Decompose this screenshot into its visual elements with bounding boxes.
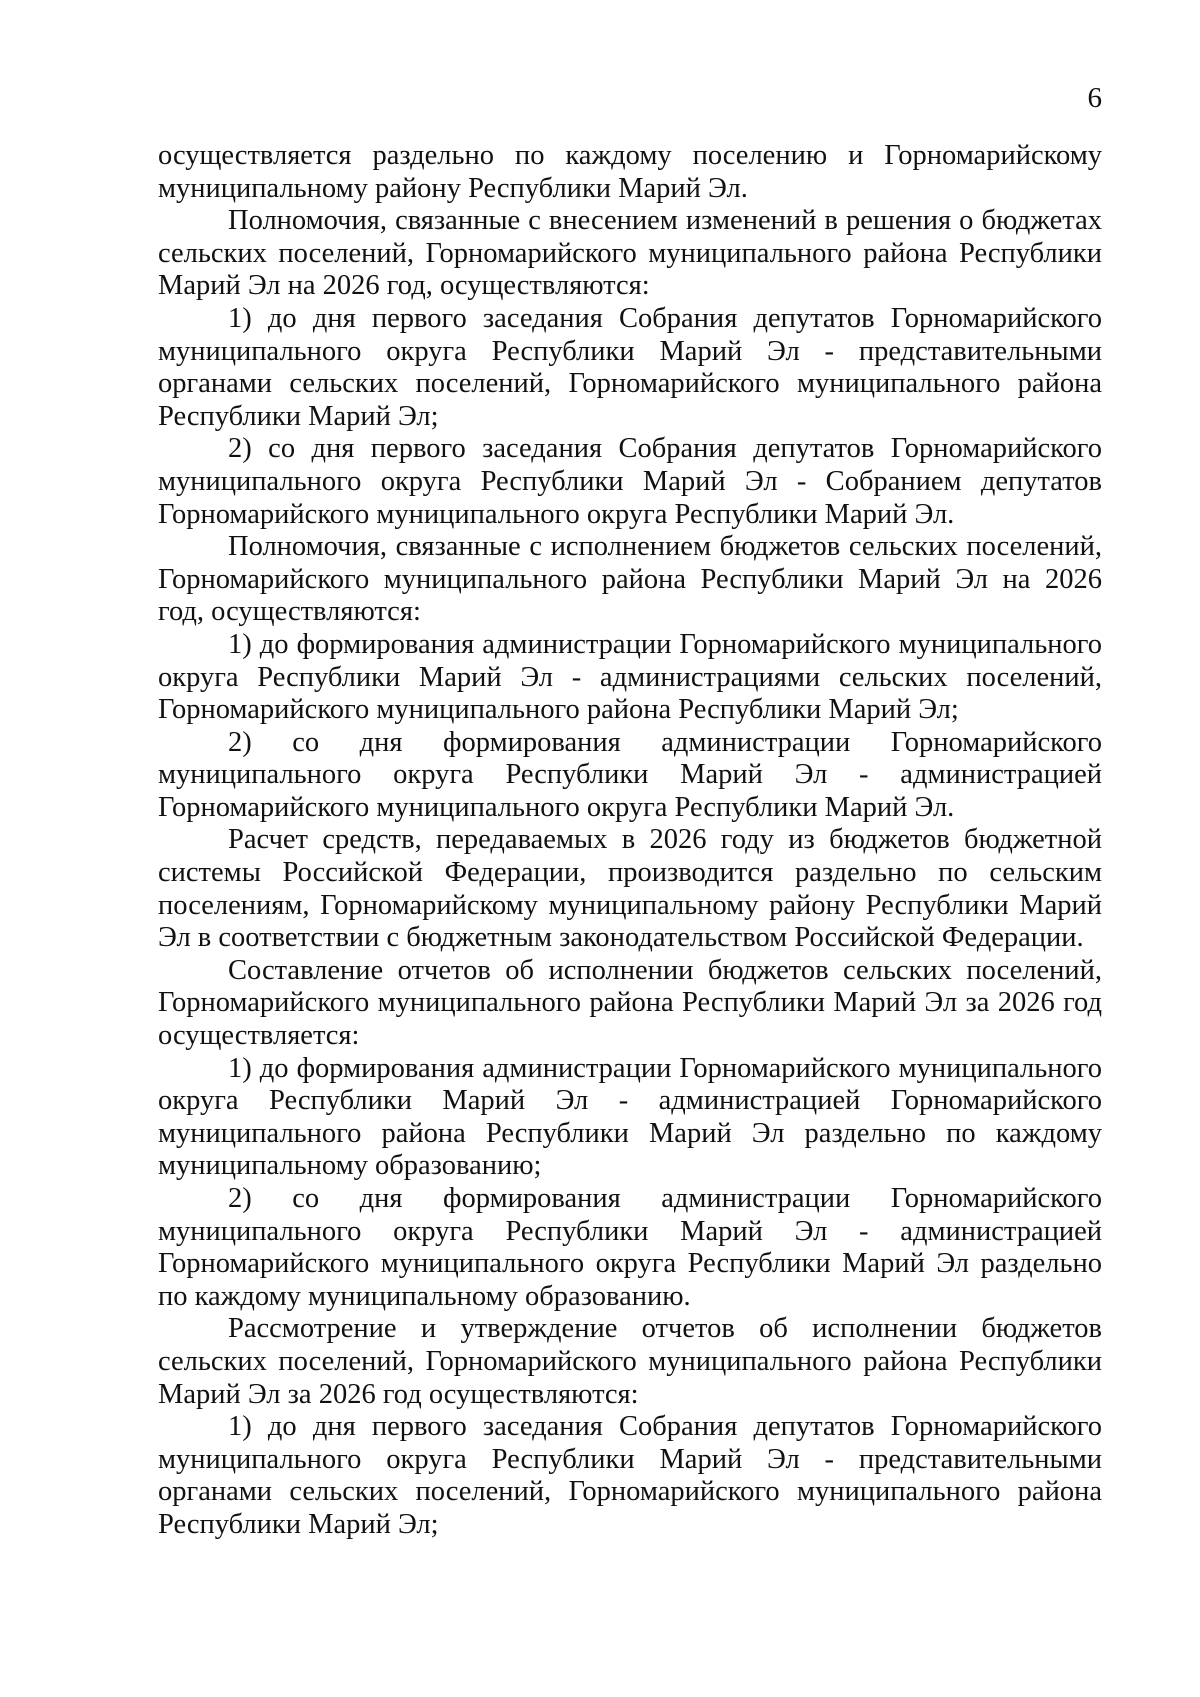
- paragraph-continuation: осуществляется раздельно по каждому поселению и Горномарийскому муниципальному району Республики Марий Эл.: [158, 140, 1102, 204]
- paragraph-budget-execution-powers: Полномочия, связанные с исполнением бюджетов сельских поселений, Горномарийского муниципального района Республики Марий Эл на 2026 год, осуществляются:: [158, 531, 1102, 628]
- list-item-reporting-1: 1) до формирования администрации Горномарийского муниципального округа Республики Марий Эл - администрацией Горномарийского муниципального района Республики Марий Эл раздельно по каждому муниципальному образованию;: [158, 1052, 1102, 1182]
- paragraph-budget-amendment-powers: Полномочия, связанные с внесением изменений в решения о бюджетах сельских поселений, Горномарийского муниципального района Республики Марий Эл на 2026 год, осуществляются:: [158, 205, 1102, 302]
- paragraph-reporting: Составление отчетов об исполнении бюджетов сельских поселений, Горномарийского муниципального района Республики Марий Эл за 2026 год осуществляется:: [158, 954, 1102, 1052]
- paragraph-funds-calculation: Расчет средств, передаваемых в 2026 году из бюджетов бюджетной системы Российской Федерации, производится раздельно по сельским поселениям, Горномарийскому муниципальному району Республики Марий Эл в соответствии с бюджетным законодательством Российской Федерации.: [158, 824, 1102, 954]
- page-number: 6: [1087, 82, 1102, 114]
- list-item-amendment-2: 2) со дня первого заседания Собрания депутатов Горномарийского муниципального округа Республики Марий Эл - Собранием депутатов Горномарийского муниципального округа Республики Марий Эл.: [158, 433, 1102, 530]
- list-item-reporting-2: 2) со дня формирования администрации Горномарийского муниципального округа Республики Марий Эл - администрацией Горномарийского муниципального округа Республики Марий Эл раздельно по каждому муниципальному образованию.: [158, 1183, 1102, 1312]
- document-body: [158, 140, 1102, 1542]
- list-item-execution-2: 2) со дня формирования администрации Горномарийского муниципального округа Республики Марий Эл - администрацией Горномарийского муниципального округа Республики Марий Эл.: [158, 726, 1102, 823]
- list-item-approval-1: 1) до дня первого заседания Собрания депутатов Горномарийского муниципального округа Республики Марий Эл - представительными органами сельских поселений, Горномарийского муниципального района Республики Марий Эл;: [158, 1411, 1102, 1540]
- paragraph-report-approval: Рассмотрение и утверждение отчетов об исполнении бюджетов сельских поселений, Горномарийского муниципального района Республики Марий Эл за 2026 год осуществляются:: [158, 1313, 1102, 1410]
- list-item-execution-1: 1) до формирования администрации Горномарийского муниципального округа Республики Марий Эл - администрациями сельских поселений, Горномарийского муниципального района Республики Марий Эл;: [158, 628, 1102, 726]
- list-item-amendment-1: 1) до дня первого заседания Собрания депутатов Горномарийского муниципального округа Республики Марий Эл - представительными органами сельских поселений, Горномарийского муниципального района Республики Марий Эл;: [158, 302, 1102, 432]
